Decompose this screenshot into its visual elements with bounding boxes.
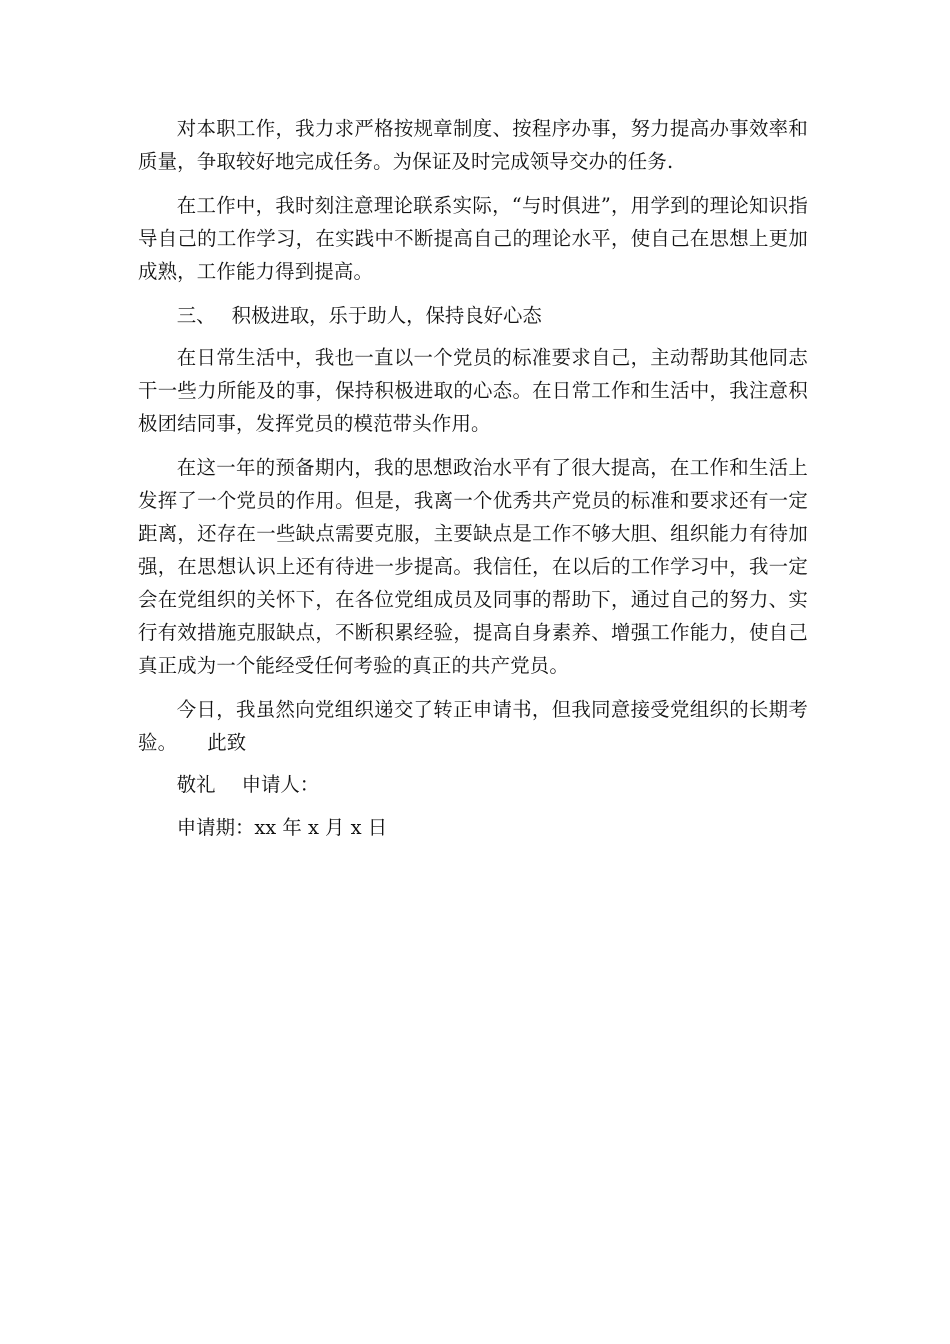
section-title: 积极进取，乐于助人，保持良好心态 [231, 304, 542, 327]
paragraph-submission [138, 693, 808, 759]
submission-text: 今日，我虽然向党组织递交了转正申请书，但我同意接受党组织的长期考验。 [138, 698, 808, 754]
date-line: 申请期：xx 年 x 月 x 日 [176, 816, 388, 839]
paragraph-probation-summary: 在这一年的预备期内，我的思想政治水平有了很大提高，在工作和生活上发挥了一个党员的作用。但是，我离一个优秀共产党员的标准和要求还有一定距离，还存在一些缺点需要克服，主要缺点是工作不够大胆、组织能力有待加强，在思想认识上还有待进一步提高。我信任，在以后的工作学习中，我一定会在党组织的关怀下，在各位党组成员及同事的帮助下，通过自己的努力、实行有效措施克服缺点，不断积累经验，提高自身素养、增强工作能力，使自己真正成为一个能经受任何考验的真正的共产党员。 [138, 456, 808, 677]
paragraph-duty-work: 对本职工作，我力求严格按规章制度、按程序办事，努力提高办事效率和质量，争取较好地完成任务。为保证及时完成领导交办的任务. [138, 117, 808, 173]
section-heading-three [138, 299, 808, 332]
salutation-line [138, 768, 808, 801]
paragraph-daily-life: 在日常生活中，我也一直以一个党员的标准要求自己，主动帮助其他同志干一些力所能及的事，保持积极进取的心态。在日常工作和生活中，我注意积极团结同事，发挥党员的模范带头作用。 [138, 346, 808, 435]
document-body [138, 112, 808, 854]
closing-phrase: 此致 [207, 731, 247, 754]
paragraph-theory-practice: 在工作中，我时刻注意理论联系实际，“与时俱进”，用学到的理论知识指导自己的工作学习，在实践中不断提高自己的理论水平，使自己在思想上更加成熟，工作能力得到提高。 [138, 194, 808, 283]
applicant-label: 申请人： [241, 773, 320, 796]
section-number: 三、 [176, 304, 216, 327]
salute-text: 敬礼 [176, 773, 216, 796]
